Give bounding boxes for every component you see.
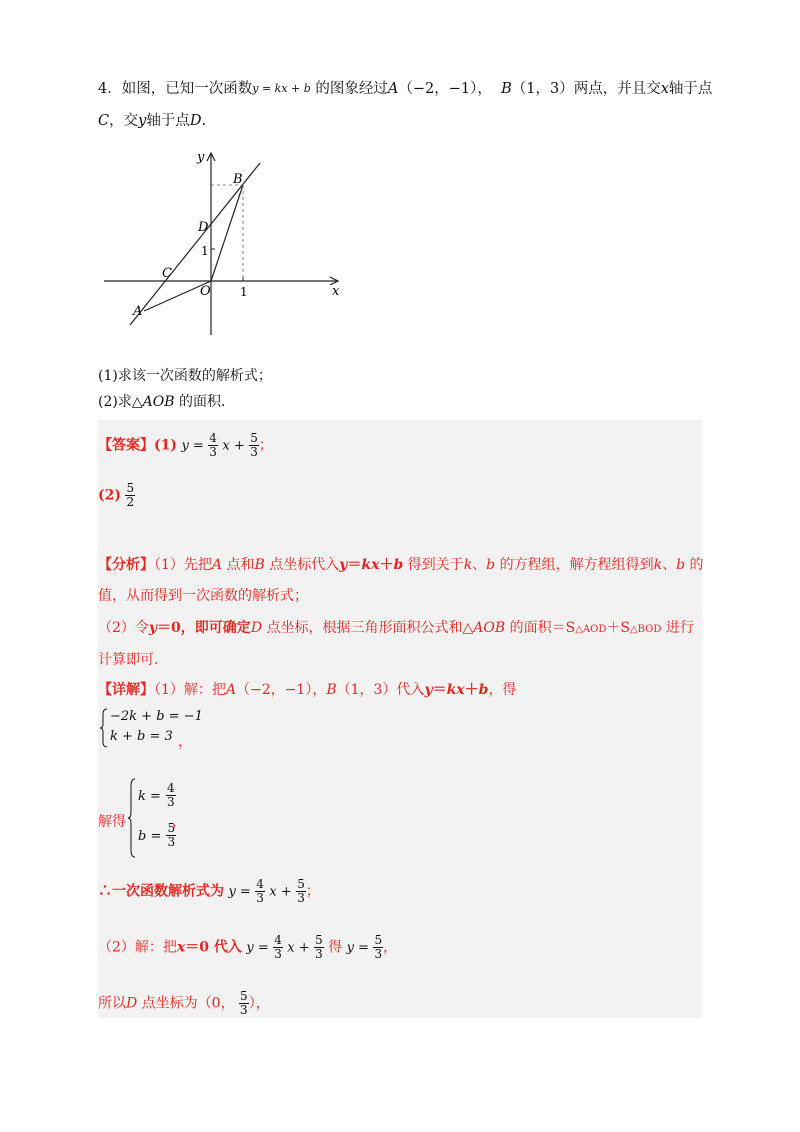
analysis-line-1: 【分析】（1）先把A 点和B 点坐标代入y＝kx＋b 得到关于k、b 的方程组，解方程组得到k、b 的 xyxy=(98,557,704,573)
analysis-line-4: 计算即可. xyxy=(98,652,159,668)
equation-system-2 xyxy=(128,778,248,858)
d-coordinate-line: 所以D 点坐标为（0， $\frac{5}{3}$ ）， xyxy=(98,989,270,1017)
label-y: y xyxy=(197,150,205,165)
system-1-comma: ， xyxy=(178,734,192,750)
k-solution: k = $\frac{4}{3}$ xyxy=(138,781,175,809)
label-a: A xyxy=(133,304,143,319)
label-one-y: 1 xyxy=(201,244,209,258)
brace-icon xyxy=(128,778,136,858)
conclusion-line: ∴一次函数解析式为 y = $\frac{4}{3}$ x + $\frac{5}{3}$ ； xyxy=(98,877,320,905)
answer-part-1: 【答案】(1) y = $\frac{4}{3}$ x + $\frac{5}{3}$ ； xyxy=(98,431,273,459)
label-o: O xyxy=(200,284,211,299)
label-x: x xyxy=(332,284,340,299)
label-c: C xyxy=(162,266,172,281)
brace-icon xyxy=(100,708,108,748)
solve-label: 解得 xyxy=(98,814,126,830)
fraction-5-2: $\frac{5}{2}$ xyxy=(126,481,135,509)
b-solution: b = $\frac{5}{3}$ xyxy=(138,821,176,849)
coordinate-figure xyxy=(100,145,350,345)
segment-ob xyxy=(211,185,243,281)
equation-system-1: −2k + b = −1 k + b = 3 xyxy=(100,708,220,748)
detail-line-1: 【详解】（1）解：把A（−2，−1），B（1，3）代入y＝kx＋b，得 xyxy=(98,682,517,698)
system-2-comma: ， xyxy=(172,814,186,830)
answer-panel xyxy=(98,420,702,1018)
label-d: D xyxy=(198,220,209,235)
subquestion-2: (2)求△AOB 的面积． xyxy=(98,394,235,410)
detail-part-2-line: （2）解：把x＝0 代入 y = $\frac{4}{3}$ x + $\frac{5}{3}$ 得 y = $\frac{5}{3}$ ， xyxy=(98,933,398,961)
fraction-4-3: $\frac{4}{3}$ xyxy=(209,431,217,459)
fraction-5-3: $\frac{5}{3}$ xyxy=(250,431,258,459)
question-line-1: 4．如图，已知一次函数$^{y = kx + b}$ 的图象经过A（−2，−1）， B（1，3）两点，并且交x轴于点 xyxy=(98,81,713,97)
label-one-x: 1 xyxy=(240,285,248,299)
function-line xyxy=(130,163,260,325)
subquestion-1: (1)求该一次函数的解析式； xyxy=(98,368,272,384)
analysis-line-2: 值，从而得到一次函数的解析式； xyxy=(98,588,308,604)
analysis-line-3: （2）令y＝0，即可确定D 点坐标，根据三角形面积公式和△AOB 的面积＝S△AOD＋S△BOD 进行 xyxy=(98,620,694,636)
label-b: B xyxy=(233,172,243,187)
answer-part-2: (2) $\frac{5}{2}$ xyxy=(98,481,135,509)
question-line-2: C，交y轴于点D. xyxy=(98,113,207,129)
